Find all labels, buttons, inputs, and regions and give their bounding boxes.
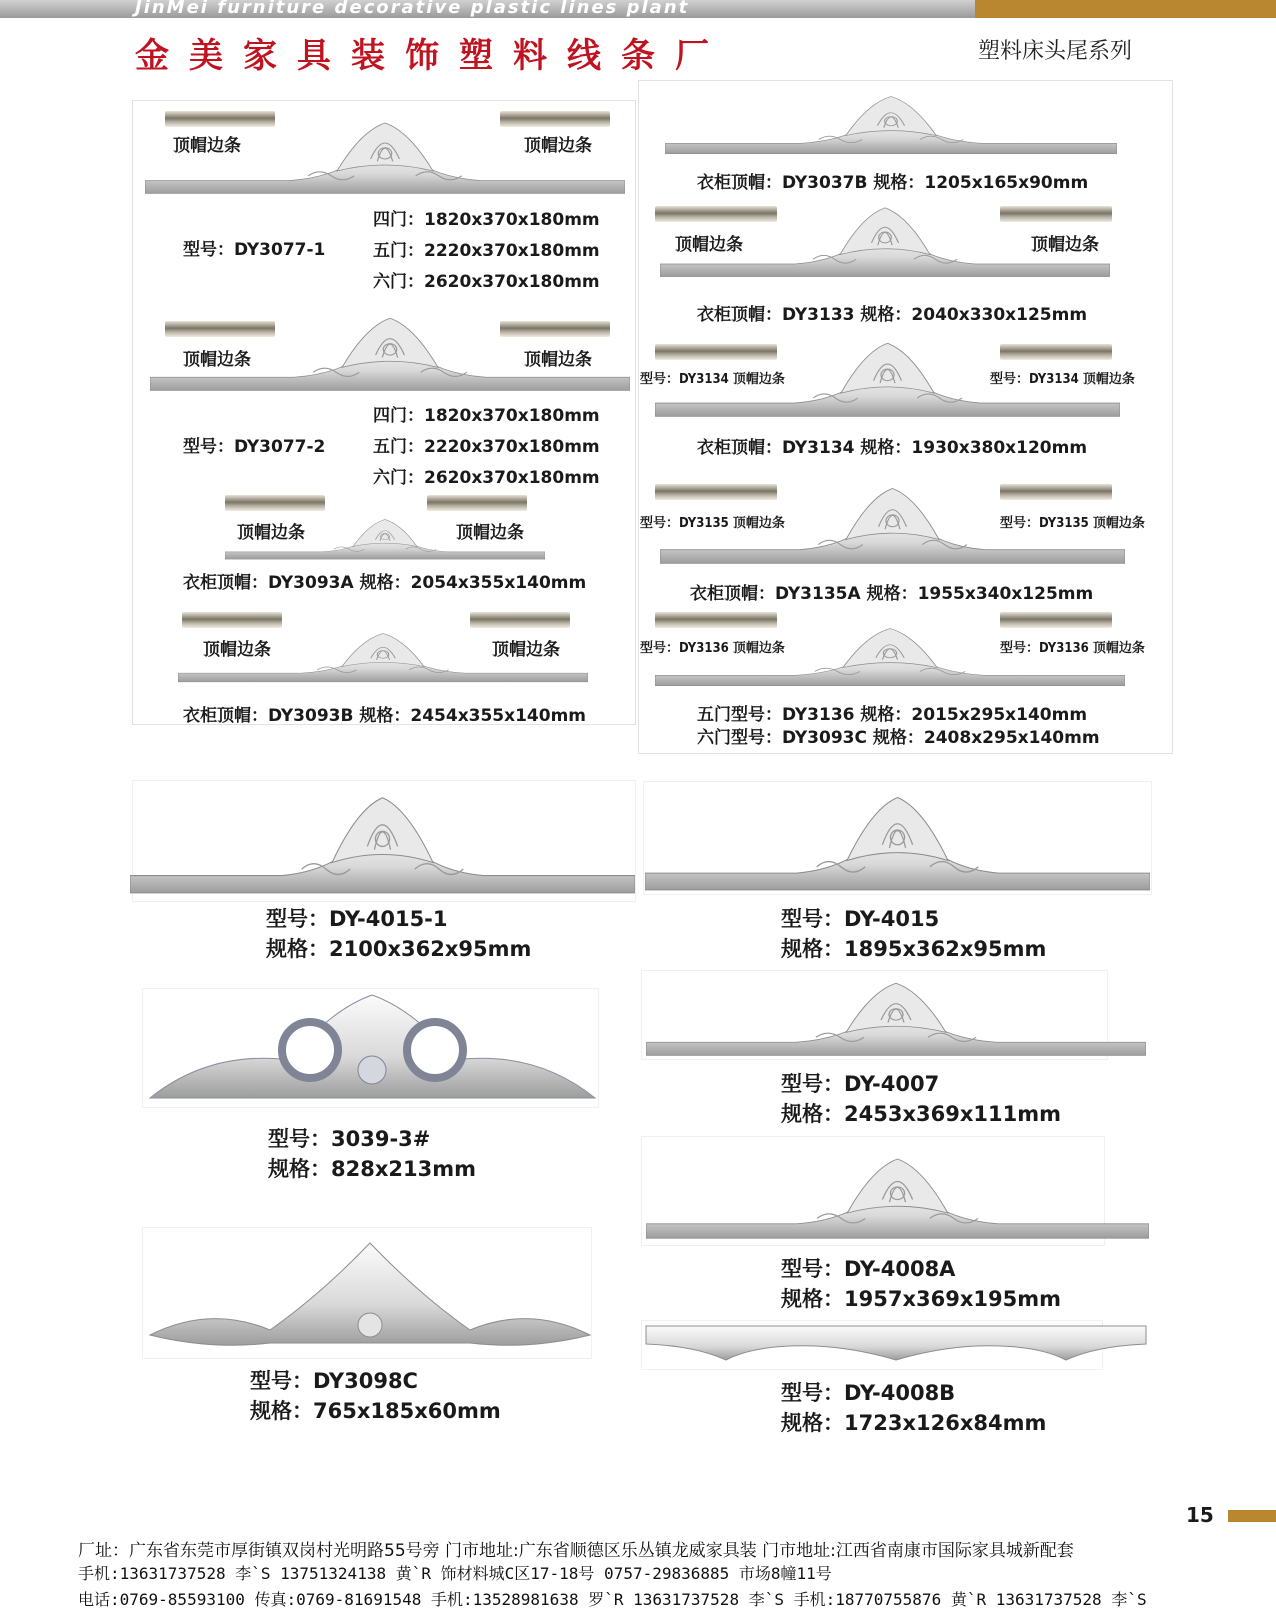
trim-label: 顶帽边条 [524, 350, 592, 370]
product-model: 型号：DY3077-2 [183, 437, 326, 457]
trim-label: 顶帽边条 [237, 523, 305, 543]
product-model: 型号：DY3077-1 [183, 240, 326, 260]
product-caption: 衣柜顶帽：DY3093B 规格：2454x355x140mm [183, 706, 587, 726]
trim-label: 型号：DY3136 顶帽边条 [1000, 641, 1145, 656]
product-model: 型号：3039-3# [268, 1127, 431, 1151]
trim-strip [182, 612, 282, 628]
trim-label: 型号：DY3135 顶帽边条 [640, 516, 785, 531]
crown-molding-image [660, 480, 1125, 565]
product-spec: 规格：828x213mm [268, 1157, 476, 1181]
product-spec: 规格：1895x362x95mm [781, 937, 1047, 961]
trim-strip [427, 495, 527, 511]
product-model: 型号：DY-4015 [781, 907, 940, 931]
trim-label: 型号：DY3136 顶帽边条 [640, 641, 785, 656]
product-size: 五门：2220x370x180mm [373, 437, 600, 457]
crown-molding-image [178, 628, 588, 683]
english-title: JinMei furniture decorative plastic lines plant [135, 0, 690, 18]
product-caption: 衣柜顶帽：DY3037B 规格：1205x165x90mm [697, 173, 1089, 193]
trim-label: 顶帽边条 [524, 136, 592, 156]
product-spec: 规格：1723x126x84mm [781, 1411, 1047, 1435]
footer-contact-line: 电话:0769-85593100 传真:0769-81691548 手机:13528981638 罗`R 13631737528 李`S 手机:18770755876 黄`R 13631737528 李`S [78, 1590, 1147, 1609]
ornament-image [150, 1235, 590, 1353]
trim-label: 顶帽边条 [203, 640, 271, 660]
product-caption: 衣柜顶帽：DY3134 规格：1930x380x120mm [697, 438, 1088, 458]
chinese-title: 金美家具装饰塑料线条厂 [135, 36, 729, 76]
product-model: 型号：DY-4008A [781, 1257, 956, 1281]
page-number: 15 [1186, 1503, 1214, 1527]
trim-label: 型号：DY3134 顶帽边条 [640, 372, 785, 387]
product-caption: 衣柜顶帽：DY3133 规格：2040x330x125mm [697, 305, 1088, 325]
product-size: 六门：2620x370x180mm [373, 468, 600, 488]
crown-molding-image [655, 622, 1125, 687]
molding-strip-image [646, 1322, 1146, 1364]
product-model: 型号：DY-4008B [781, 1381, 956, 1405]
header-accent-bar [975, 0, 1276, 18]
product-caption: 六门型号：DY3093C 规格：2408x295x140mm [697, 728, 1100, 748]
product-size: 五门：2220x370x180mm [373, 241, 600, 261]
trim-label: 顶帽边条 [492, 640, 560, 660]
page-accent-bar [1228, 1510, 1276, 1522]
product-caption: 衣柜顶帽：DY3135A 规格：1955x340x125mm [690, 584, 1094, 604]
product-size: 六门：2620x370x180mm [373, 272, 600, 292]
crown-molding-image [646, 1150, 1149, 1240]
product-size: 四门：1820x370x180mm [373, 210, 600, 230]
crown-molding-image [660, 200, 1110, 278]
product-size: 四门：1820x370x180mm [373, 406, 600, 426]
product-model: 型号：DY-4007 [781, 1072, 940, 1096]
product-spec: 规格：1957x369x195mm [781, 1287, 1061, 1311]
trim-label: 顶帽边条 [173, 136, 241, 156]
product-model: 型号：DY-4015-1 [266, 907, 448, 931]
trim-label: 顶帽边条 [1031, 235, 1099, 255]
crown-molding-image [150, 310, 630, 392]
crown-molding-image [665, 90, 1117, 155]
ornament-image [150, 990, 595, 1105]
crown-molding-image [145, 115, 625, 195]
footer-phone-line: 手机:13631737528 李`S 13751324138 黄`R 饰材料城C区17-18号 0757-29836885 市场8幢11号 [78, 1564, 832, 1583]
trim-strip [470, 612, 570, 628]
trim-label: 型号：DY3135 顶帽边条 [1000, 516, 1145, 531]
crown-molding-image [645, 787, 1150, 892]
trim-label: 顶帽边条 [456, 523, 524, 543]
trim-label: 顶帽边条 [183, 350, 251, 370]
product-caption: 五门型号：DY3136 规格：2015x295x140mm [697, 705, 1088, 725]
trim-label: 型号：DY3134 顶帽边条 [990, 372, 1135, 387]
footer-address-line: 厂址：广东省东莞市厚街镇双岗村光明路55号旁 门市地址:广东省顺德区乐丛镇龙威家具装 门市地址:江西省南康市国际家具城新配套 [78, 1541, 1074, 1561]
crown-molding-image [655, 335, 1120, 418]
product-spec: 规格：765x185x60mm [250, 1399, 501, 1423]
series-title: 塑料床头尾系列 [978, 39, 1133, 64]
product-caption: 衣柜顶帽：DY3093A 规格：2054x355x140mm [183, 573, 587, 593]
crown-molding-image [225, 515, 545, 560]
product-spec: 规格：2453x369x111mm [781, 1102, 1061, 1126]
product-model: 型号：DY3098C [250, 1369, 418, 1393]
crown-molding-image [130, 787, 635, 895]
crown-molding-image [646, 975, 1146, 1057]
trim-label: 顶帽边条 [675, 235, 743, 255]
trim-strip [225, 495, 325, 511]
product-spec: 规格：2100x362x95mm [266, 937, 532, 961]
